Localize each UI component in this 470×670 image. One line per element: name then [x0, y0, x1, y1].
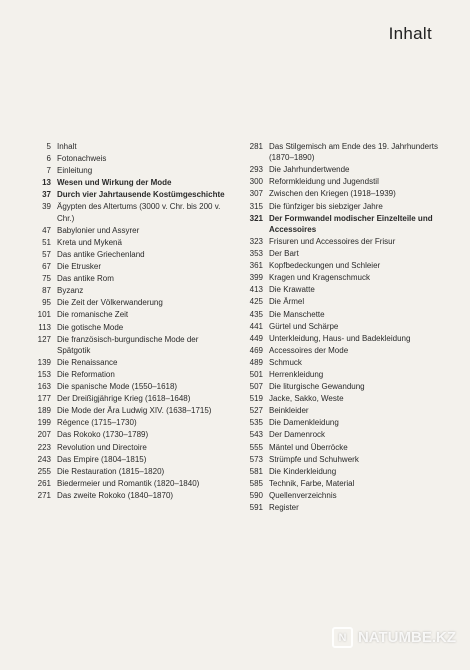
toc-page-number: 13	[42, 178, 51, 188]
toc-entry-title: Einleitung	[57, 166, 93, 176]
toc-page-number: 425	[249, 297, 263, 307]
toc-entry-title: Kopfbedeckungen und Schleier	[269, 261, 381, 271]
toc-page-number: 51	[42, 237, 51, 247]
toc-entry-title: Die Etrusker	[57, 262, 102, 272]
toc-entry	[28, 177, 228, 188]
toc-entry-title: Biedermeier und Romantik (1820–1840)	[57, 478, 200, 488]
toc-entry	[238, 188, 438, 199]
toc-page-number: 353	[249, 249, 263, 259]
toc-page-number: 293	[249, 165, 263, 175]
watermark-text: NATUMBE.KZ	[357, 629, 456, 646]
toc-entry-title: Fotonachweis	[57, 154, 107, 164]
toc-page-number: 501	[249, 370, 263, 379]
toc-entry-title: Die französisch-burgundische Mode der Spätgotik	[57, 334, 199, 355]
toc-entry-title: Herrenkleidung	[269, 370, 324, 379]
toc-entry-title: Die Zeit der Völkerwanderung	[57, 298, 163, 308]
toc-entry-title: Das Stilgemisch am Ende des 19. Jahrhunderts (1870–1890)	[269, 142, 438, 163]
toc-entry-title: Das antike Griechenland	[57, 249, 145, 259]
toc-entry-title: Die Manschette	[269, 309, 325, 319]
toc-entry-title: Die Damenkleidung	[269, 418, 339, 428]
toc-entry-title: Mäntel und Überröcke	[269, 442, 348, 452]
toc-entry-title: Die Mode der Ära Ludwig XIV. (1638–1715)	[57, 406, 212, 416]
toc-entry	[28, 297, 228, 308]
toc-page-number: 243	[37, 454, 51, 464]
toc-page-number: 555	[249, 442, 263, 452]
toc-entry	[28, 490, 228, 501]
toc-page-number: 163	[37, 382, 51, 392]
toc-page-number: 281	[249, 142, 263, 151]
toc-page-number: 57	[42, 249, 51, 259]
toc-entry-title: Die Restauration (1815–1820)	[57, 466, 165, 476]
toc-entry	[238, 442, 438, 453]
watermark	[332, 627, 456, 648]
toc-entry-title: Jacke, Sakko, Weste	[269, 394, 344, 404]
toc-entry-title: Das Rokoko (1730–1789)	[57, 430, 149, 440]
toc-entry	[28, 466, 228, 477]
toc-page-number: 75	[42, 274, 51, 284]
toc-entry	[28, 189, 228, 200]
toc-entry-title: Die romanische Zeit	[57, 310, 129, 320]
toc-page-number: 489	[249, 357, 263, 367]
toc-entry-title: Quellenverzeichnis	[269, 490, 337, 500]
toc-entry	[28, 309, 228, 320]
toc-entry	[238, 502, 438, 513]
toc-entry	[238, 369, 438, 380]
toc-page-number: 5	[46, 142, 51, 151]
toc-page-number: 101	[37, 310, 51, 320]
toc-page-number: 543	[249, 430, 263, 440]
toc-entry	[238, 333, 438, 344]
toc-right-column	[238, 141, 438, 514]
toc-page-number: 139	[37, 357, 51, 367]
toc-entry-title: Die Renaissance	[57, 357, 118, 367]
toc-entry-title: Wesen und Wirkung der Mode	[57, 178, 172, 188]
toc-entry	[238, 284, 438, 295]
toc-entry	[238, 201, 438, 212]
toc-page-number: 399	[249, 273, 263, 283]
toc-entry	[28, 237, 228, 248]
toc-entry	[238, 296, 438, 307]
toc-entry-title: Strümpfe und Schuhwerk	[269, 454, 359, 464]
toc-entry-title: Gürtel und Schärpe	[269, 321, 339, 331]
toc-entry	[28, 153, 228, 164]
toc-entry	[28, 165, 228, 176]
toc-entry	[238, 490, 438, 501]
toc-entry	[238, 357, 438, 368]
toc-entry	[28, 201, 228, 223]
toc-entry	[238, 213, 438, 235]
toc-page-number: 469	[249, 345, 263, 355]
watermark-logo-icon: N	[332, 627, 353, 648]
toc-page-number: 95	[42, 298, 51, 308]
toc-page-number: 207	[37, 430, 51, 440]
toc-entry-title: Das antike Rom	[57, 274, 114, 284]
toc-page-number: 449	[249, 333, 263, 343]
toc-entry-title: Ägypten des Altertums (3000 v. Chr. bis 200 v. Chr.)	[57, 202, 221, 223]
toc-page-number: 435	[249, 309, 263, 319]
toc-page-number: 519	[249, 394, 263, 404]
toc-page-number: 261	[37, 478, 51, 488]
toc-entry	[28, 478, 228, 489]
toc-entry-title: Inhalt	[57, 142, 77, 151]
toc-entry-title: Kreta und Mykenä	[57, 237, 122, 247]
toc-entry-title: Der Bart	[269, 249, 299, 259]
toc-page-number: 581	[249, 466, 263, 476]
toc-page-number: 39	[42, 202, 51, 212]
toc-page-number: 153	[37, 370, 51, 379]
toc-page-number: 413	[249, 285, 263, 295]
toc-page-number: 300	[249, 177, 263, 187]
toc-entry-title: Die Reformation	[57, 370, 115, 379]
toc-entry	[238, 381, 438, 392]
toc-page-number: 323	[249, 236, 263, 246]
toc-page-number: 223	[37, 442, 51, 452]
toc-entry-title: Das Empire (1804–1815)	[57, 454, 147, 464]
toc-entry	[28, 357, 228, 368]
toc-entry	[28, 273, 228, 284]
toc-page-number: 361	[249, 261, 263, 271]
toc-entry	[28, 393, 228, 404]
toc-page-number: 585	[249, 478, 263, 488]
toc-entry	[28, 381, 228, 392]
toc-page-number: 271	[37, 490, 51, 500]
toc-entry-title: Régence (1715–1730)	[57, 418, 137, 428]
toc-entry-title: Unterkleidung, Haus- und Badekleidung	[269, 333, 411, 343]
toc-entry	[28, 225, 228, 236]
toc-entry-title: Die fünfziger bis siebziger Jahre	[269, 201, 383, 211]
page-title: Inhalt	[388, 24, 432, 43]
toc-entry	[238, 321, 438, 332]
toc-entry-title: Byzanz	[57, 286, 84, 296]
toc-entry-title: Beinkleider	[269, 406, 309, 416]
toc-page-number: 177	[37, 394, 51, 404]
toc-entry-title: Revolution und Directoire	[57, 442, 147, 452]
toc-left-column	[28, 141, 228, 502]
toc-entry-title: Register	[269, 503, 299, 513]
toc-page-number: 6	[46, 154, 51, 164]
toc-page-number: 591	[249, 503, 263, 513]
toc-entry	[238, 454, 438, 465]
toc-entry	[28, 454, 228, 465]
toc-page-number: 127	[37, 334, 51, 344]
toc-entry	[28, 261, 228, 272]
toc-page-number: 535	[249, 418, 263, 428]
toc-entry	[28, 334, 228, 356]
toc-entry-title: Die spanische Mode (1550–1618)	[57, 382, 178, 392]
toc-entry	[28, 285, 228, 296]
toc-entry	[238, 466, 438, 477]
toc-entry	[238, 164, 438, 175]
toc-page-number: 199	[37, 418, 51, 428]
toc-page-number: 255	[37, 466, 51, 476]
toc-entry	[238, 176, 438, 187]
toc-entry	[238, 309, 438, 320]
toc-page-number: 441	[249, 321, 263, 331]
toc-entry	[28, 249, 228, 260]
toc-entry	[238, 236, 438, 247]
toc-entry-title: Durch vier Jahrtausende Kostümgeschichte	[57, 190, 225, 200]
toc-entry	[238, 345, 438, 356]
toc-page-number: 573	[249, 454, 263, 464]
toc-entry	[28, 405, 228, 416]
toc-page-number: 113	[38, 322, 51, 332]
toc-entry	[238, 393, 438, 404]
toc-entry	[28, 141, 228, 152]
toc-entry-title: Der Formwandel modischer Einzelteile und Accessoires	[269, 213, 433, 234]
toc-entry	[238, 417, 438, 428]
toc-entry-title: Der Dreißigjährige Krieg (1618–1648)	[57, 394, 191, 404]
toc-entry-title: Kragen und Kragenschmuck	[269, 273, 370, 283]
toc-entry	[238, 141, 438, 163]
toc-entry	[238, 478, 438, 489]
toc-entry-title: Frisuren und Accessoires der Frisur	[269, 236, 396, 246]
toc-entry-title: Die Kinderkleidung	[269, 466, 337, 476]
toc-entry	[238, 429, 438, 440]
toc-entry-title: Der Damenrock	[269, 430, 326, 440]
toc-entry	[238, 272, 438, 283]
toc-entry	[238, 260, 438, 271]
toc-page-number: 37	[42, 190, 51, 200]
toc-page-number: 7	[46, 166, 51, 176]
toc-page-number: 590	[249, 490, 263, 500]
toc-entry	[28, 442, 228, 453]
toc-page-number: 189	[37, 406, 51, 416]
toc-entry	[28, 429, 228, 440]
toc-entry	[238, 405, 438, 416]
toc-entry-title: Die Krawatte	[269, 285, 315, 295]
toc-entry	[28, 369, 228, 380]
toc-entry-title: Die liturgische Gewandung	[269, 382, 365, 392]
toc-page-number: 47	[42, 225, 51, 235]
toc-entry-title: Schmuck	[269, 357, 302, 367]
toc-entry	[28, 322, 228, 333]
toc-page-number: 527	[249, 406, 263, 416]
toc-entry-title: Technik, Farbe, Material	[269, 478, 355, 488]
toc-entry-title: Babylonier und Assyrer	[57, 225, 140, 235]
toc-entry-title: Die Jahrhundertwende	[269, 165, 350, 175]
toc-page-number: 321	[249, 213, 263, 223]
toc-entry	[28, 417, 228, 428]
toc-entry-title: Accessoires der Mode	[269, 345, 349, 355]
toc-page-number: 315	[249, 201, 263, 211]
toc-entry-title: Die Ärmel	[269, 297, 305, 307]
toc-entry-title: Zwischen den Kriegen (1918–1939)	[269, 189, 396, 199]
toc-page-number: 507	[249, 382, 263, 392]
toc-page-number: 67	[42, 262, 51, 272]
toc-page-number: 87	[42, 286, 51, 296]
toc-entry-title: Reformkleidung und Jugendstil	[269, 177, 379, 187]
toc-entry	[238, 248, 438, 259]
toc-entry-title: Die gotische Mode	[57, 322, 124, 332]
toc-entry-title: Das zweite Rokoko (1840–1870)	[57, 490, 174, 500]
toc-page-number: 307	[249, 189, 263, 199]
